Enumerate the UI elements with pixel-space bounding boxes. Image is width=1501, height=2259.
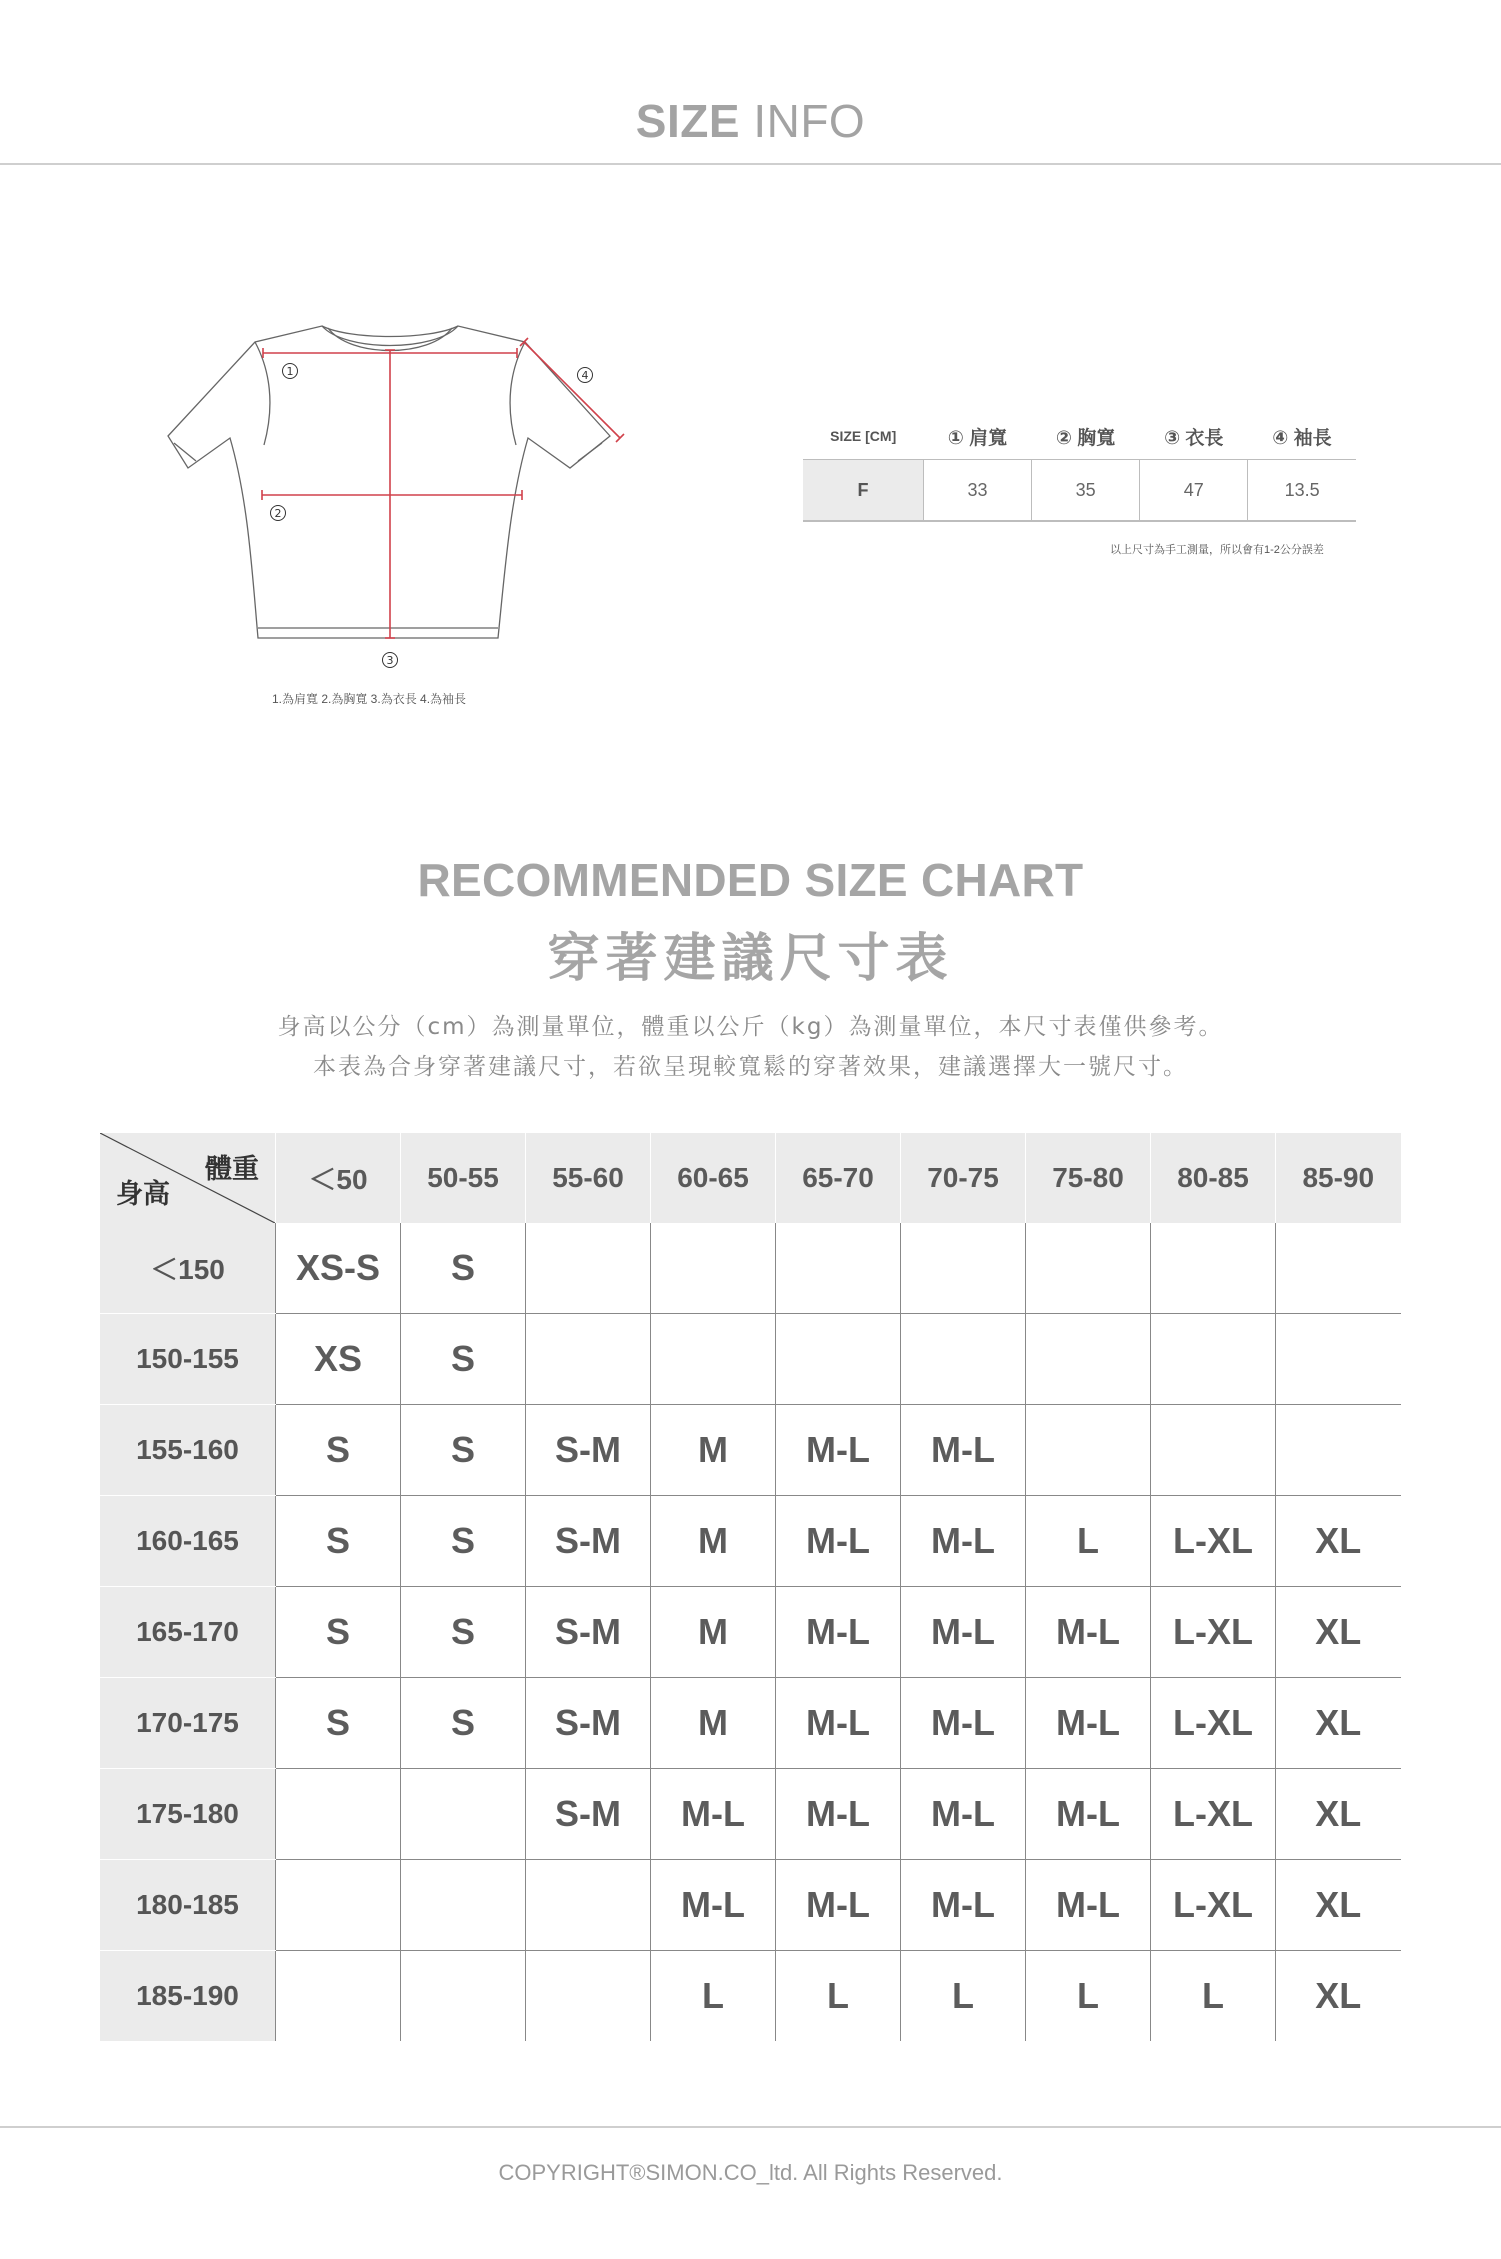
size-cell: M xyxy=(651,1496,776,1587)
size-cell xyxy=(401,1860,526,1951)
size-cell xyxy=(776,1314,901,1405)
size-cell: M-L xyxy=(776,1860,901,1951)
size-cell: S xyxy=(401,1678,526,1769)
size-chart-body xyxy=(100,1223,1401,2041)
size-chart-row xyxy=(100,1951,1401,2042)
size-cell: M-L xyxy=(776,1405,901,1496)
weight-header: 65-70 xyxy=(776,1133,901,1223)
size-chart-row xyxy=(100,1496,1401,1587)
size-info-title xyxy=(0,95,1501,147)
garment-diagram xyxy=(160,310,640,710)
size-cell: L xyxy=(776,1951,901,2042)
recommended-title: RECOMMENDED SIZE CHART xyxy=(417,854,1084,906)
measurement-note: 以上尺寸為手工測量，所以會有1-2公分誤差 xyxy=(1110,544,1324,556)
diagram-caption: 1.為肩寬 2.為胸寬 3.為衣長 4.為袖長 xyxy=(272,692,467,706)
corner-weight-label: 體重 xyxy=(205,1154,259,1184)
measurement-header-shoulder: ① 肩寬 xyxy=(923,413,1031,460)
size-cell xyxy=(901,1314,1026,1405)
size-cell: S-M xyxy=(526,1769,651,1860)
size-cell: XS-S xyxy=(276,1223,401,1314)
size-cell xyxy=(1276,1223,1401,1314)
size-cell: M-L xyxy=(776,1587,901,1678)
size-cell xyxy=(401,1769,526,1860)
size-cell: L-XL xyxy=(1151,1496,1276,1587)
size-cell: L-XL xyxy=(1151,1678,1276,1769)
footer-divider xyxy=(0,2126,1501,2128)
size-cell: S xyxy=(276,1496,401,1587)
weight-header: 60-65 xyxy=(651,1133,776,1223)
measurement-header-sleeve: ④ 袖長 xyxy=(1248,413,1356,460)
size-cell xyxy=(1026,1314,1151,1405)
recommended-subtitle: 穿著建議尺寸表 xyxy=(547,929,954,989)
size-chart-row xyxy=(100,1223,1401,1314)
size-cell: L xyxy=(1151,1951,1276,2042)
marker-1: 1 xyxy=(286,365,294,378)
weight-header: 70-75 xyxy=(901,1133,1026,1223)
weight-header: ＜50 xyxy=(276,1133,401,1223)
size-cell xyxy=(1276,1405,1401,1496)
t-shirt-outline-icon xyxy=(160,310,640,710)
height-label: 165-170 xyxy=(100,1587,276,1678)
size-cell: M xyxy=(651,1405,776,1496)
header-divider xyxy=(0,163,1501,165)
measurement-length-value: 47 xyxy=(1140,460,1248,522)
weight-header: 80-85 xyxy=(1151,1133,1276,1223)
size-cell: L-XL xyxy=(1151,1769,1276,1860)
measurement-chest-value: 35 xyxy=(1032,460,1140,522)
measurement-header-size: SIZE [CM] xyxy=(803,413,923,460)
size-cell xyxy=(1026,1223,1151,1314)
size-cell: XL xyxy=(1276,1860,1401,1951)
weight-header: 85-90 xyxy=(1276,1133,1401,1223)
size-cell: S-M xyxy=(526,1678,651,1769)
height-label: 180-185 xyxy=(100,1860,276,1951)
size-chart-table xyxy=(100,1133,1401,2041)
measurement-row xyxy=(803,460,1356,522)
measurement-size-label: F xyxy=(803,460,923,522)
size-cell: L-XL xyxy=(1151,1860,1276,1951)
size-cell: L-XL xyxy=(1151,1587,1276,1678)
marker-4: 4 xyxy=(581,369,589,382)
size-chart-row xyxy=(100,1769,1401,1860)
size-cell: S xyxy=(276,1678,401,1769)
size-info-title-light: INFO xyxy=(753,95,866,147)
size-cell: XL xyxy=(1276,1769,1401,1860)
size-cell xyxy=(651,1223,776,1314)
recommended-description-2: 本表為合身穿著建議尺寸，若欲呈現較寬鬆的穿著效果，建議選擇大一號尺寸。 xyxy=(313,1054,1188,1080)
size-cell: S xyxy=(276,1405,401,1496)
measurement-sleeve-value: 13.5 xyxy=(1248,460,1356,522)
size-cell xyxy=(526,1223,651,1314)
marker-2: 2 xyxy=(274,507,282,520)
size-cell xyxy=(1151,1405,1276,1496)
height-label: 175-180 xyxy=(100,1769,276,1860)
size-cell xyxy=(526,1951,651,2042)
size-cell xyxy=(526,1314,651,1405)
height-label: 185-190 xyxy=(100,1951,276,2042)
size-chart-header-row xyxy=(100,1133,1401,1223)
size-cell: S xyxy=(401,1314,526,1405)
size-cell: M-L xyxy=(901,1405,1026,1496)
size-cell: L xyxy=(1026,1951,1151,2042)
size-cell: S xyxy=(276,1587,401,1678)
size-cell xyxy=(276,1951,401,2042)
weight-header: 75-80 xyxy=(1026,1133,1151,1223)
size-cell: M-L xyxy=(776,1496,901,1587)
size-chart-row xyxy=(100,1587,1401,1678)
size-cell: M-L xyxy=(1026,1769,1151,1860)
size-cell: S xyxy=(401,1587,526,1678)
size-cell: S xyxy=(401,1405,526,1496)
size-cell: M-L xyxy=(901,1587,1026,1678)
size-cell: M xyxy=(651,1587,776,1678)
copyright-text: COPYRIGHT®SIMON.CO_ltd. All Rights Reserved. xyxy=(498,2160,1003,2185)
size-cell: S xyxy=(401,1496,526,1587)
size-chart-row xyxy=(100,1860,1401,1951)
measurement-header-row xyxy=(803,413,1356,460)
size-cell: M-L xyxy=(776,1769,901,1860)
size-cell: M-L xyxy=(651,1860,776,1951)
size-cell: S xyxy=(401,1223,526,1314)
measurement-table xyxy=(803,413,1356,522)
size-cell xyxy=(401,1951,526,2042)
size-cell: XL xyxy=(1276,1587,1401,1678)
size-cell: L xyxy=(1026,1496,1151,1587)
height-label: 160-165 xyxy=(100,1496,276,1587)
size-cell: M-L xyxy=(1026,1587,1151,1678)
height-label: 155-160 xyxy=(100,1405,276,1496)
size-cell: M-L xyxy=(901,1678,1026,1769)
size-cell: XL xyxy=(1276,1951,1401,2042)
size-cell xyxy=(1026,1405,1151,1496)
size-cell xyxy=(1151,1223,1276,1314)
size-chart-row xyxy=(100,1314,1401,1405)
size-chart-row xyxy=(100,1405,1401,1496)
size-cell: M xyxy=(651,1678,776,1769)
size-cell xyxy=(776,1223,901,1314)
size-info-title-bold: SIZE xyxy=(635,95,741,147)
size-cell: M-L xyxy=(1026,1860,1151,1951)
recommended-description-1: 身高以公分（cm）為測量單位，體重以公斤（kg）為測量單位，本尺寸表僅供參考。 xyxy=(277,1014,1224,1040)
size-cell xyxy=(276,1769,401,1860)
measurement-header-length: ③ 衣長 xyxy=(1140,413,1248,460)
measurement-shoulder-value: 33 xyxy=(923,460,1031,522)
size-cell: M-L xyxy=(651,1769,776,1860)
size-cell: M-L xyxy=(901,1769,1026,1860)
size-cell xyxy=(901,1223,1026,1314)
size-cell: XL xyxy=(1276,1496,1401,1587)
size-cell: XL xyxy=(1276,1678,1401,1769)
marker-3: 3 xyxy=(386,654,394,667)
size-cell: S-M xyxy=(526,1405,651,1496)
size-cell: M-L xyxy=(901,1860,1026,1951)
weight-header: 50-55 xyxy=(401,1133,526,1223)
size-cell xyxy=(526,1860,651,1951)
size-cell xyxy=(1276,1314,1401,1405)
size-chart-corner xyxy=(100,1133,276,1223)
size-cell: S-M xyxy=(526,1496,651,1587)
height-label: 150-155 xyxy=(100,1314,276,1405)
height-label: 170-175 xyxy=(100,1678,276,1769)
size-cell: M-L xyxy=(1026,1678,1151,1769)
size-cell: M-L xyxy=(776,1678,901,1769)
corner-height-label: 身高 xyxy=(116,1179,170,1209)
size-cell xyxy=(276,1860,401,1951)
measurement-header-chest: ② 胸寬 xyxy=(1032,413,1140,460)
size-cell: S-M xyxy=(526,1587,651,1678)
height-label: ＜150 xyxy=(100,1223,276,1314)
size-cell xyxy=(1151,1314,1276,1405)
size-cell: M-L xyxy=(901,1496,1026,1587)
size-cell: L xyxy=(651,1951,776,2042)
weight-header: 55-60 xyxy=(526,1133,651,1223)
size-cell xyxy=(651,1314,776,1405)
size-chart-row xyxy=(100,1678,1401,1769)
size-cell: XS xyxy=(276,1314,401,1405)
size-cell: L xyxy=(901,1951,1026,2042)
